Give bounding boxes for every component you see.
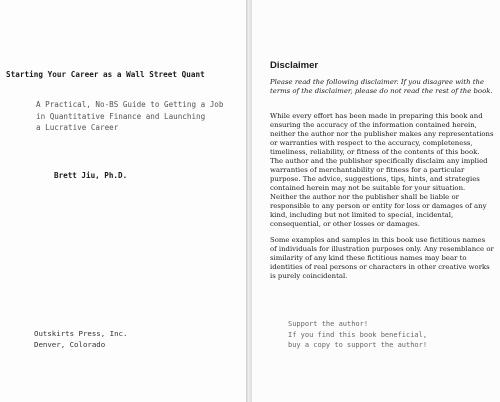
subtitle-line: A Practical, No-BS Guide to Getting a Job	[36, 100, 224, 109]
book-title: Starting Your Career as a Wall Street Quant	[6, 70, 205, 79]
support-note	[288, 319, 498, 351]
publisher-location: Denver, Colorado	[34, 340, 106, 349]
support-line: buy a copy to support the author!	[288, 341, 428, 349]
author-name: Brett Jiu, Ph.D.	[54, 171, 128, 180]
disclaimer-body	[270, 112, 494, 288]
subtitle-line: in Quantitative Finance and Launching	[36, 111, 206, 121]
disclaimer-paragraph: While every effort has been made in preparing this book and ensuring the accuracy of the information contained herein, neither the author nor the publisher makes any representations or warranties with respect to the accuracy, completeness, timeliness, reliability, or fitness of the contents of this book. The author and the publisher specifically disclaim any implied warranties of merchantability or fitness for a particular purpose. The advice, suggestions, tips, hints, and strategies contained herein may not be suitable for your situation. Neither the author nor the publisher shall be liable or responsible to any person or entity for loss or damages of any kind, including but not limited to special, incidental, consequential, or other losses or damages.	[270, 112, 494, 228]
publisher-info	[34, 328, 127, 350]
disclaimer-heading: Disclaimer	[270, 60, 319, 71]
disclaimer-page	[252, 0, 500, 402]
publisher-name: Outskirts Press, Inc.	[34, 329, 128, 338]
title-page	[0, 0, 246, 402]
disclaimer-paragraph: Some examples and samples in this book use fictitious names of individuals for illustration purposes only. Any resemblance or similarity of any kind these fictitious names may bear to identities of real persons or characters in other creative works is purely coincidental.	[270, 236, 494, 280]
disclaimer-intro: Please read the following disclaimer. If you disagree with the terms of the disclaimer, please do not read the rest of the book.	[270, 78, 493, 95]
subtitle-line: a Lucrative Career	[36, 123, 119, 132]
support-line: Support the author!	[288, 320, 369, 328]
support-line: If you find this book beneficial,	[288, 330, 428, 339]
book-subtitle	[36, 99, 241, 134]
